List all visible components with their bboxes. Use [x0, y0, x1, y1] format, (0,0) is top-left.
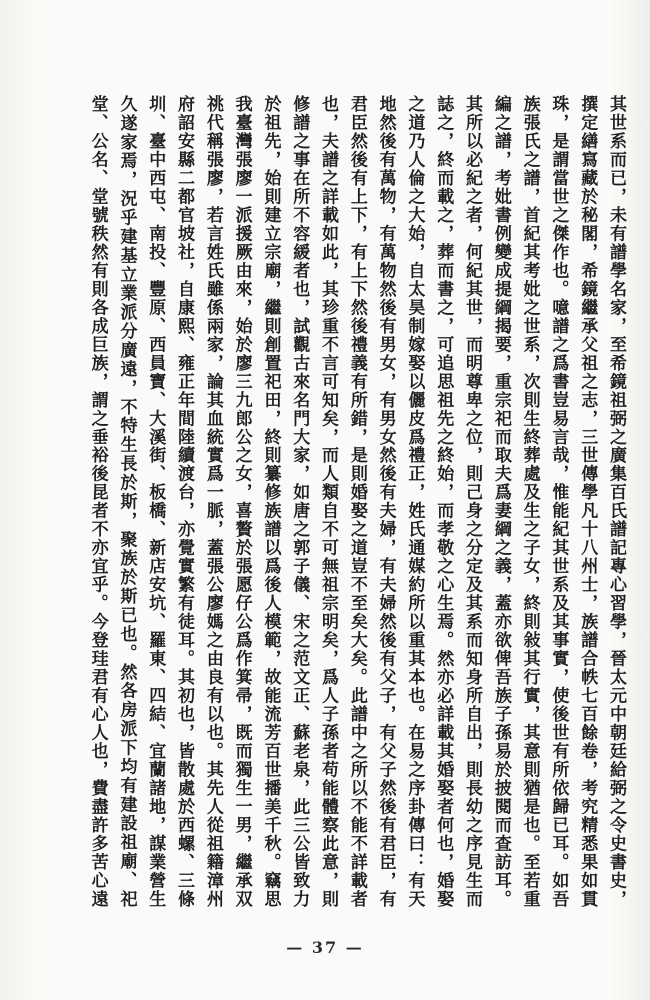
text-column-11: 也，夫譜之詳載如此，其珍重不言可知矣，而人類自不可無祖宗明矣，爲人子孫者苟能體察此意，則: [318, 95, 339, 907]
text-column-9: 地然後有萬物，有萬物然後有男女，有男女然後有夫婦，有夫婦然後有父子，有父子然後有君臣，有: [375, 95, 396, 907]
text-column-6: 其所以必紀之者，何紀其世，而明尊卑之位，則己身之分定及其系而知身所自出，則長幼之序見生而: [462, 95, 483, 907]
text-column-4: 族張氏之譜，首紀其考妣之世系，次則生終葬處及生之子女，終則敍其行實，其意則猶是也。至若重: [519, 95, 540, 907]
text-column-18: 久遂家焉，況乎建基立業派分廣遠，不特生長於斯，聚族於斯已也。然各房派下均有建設祖廟、祀: [116, 95, 137, 907]
text-column-5: 編之譜，考妣書例變成提綱揭要，重宗祀而取夫爲妻綱之義，蓋亦欲俾吾族子孫易於披閱而查訪耳。: [490, 95, 511, 907]
text-column-19: 堂、公名、堂號秩然有則各成巨族，謂之垂裕後昆者不亦宜乎。今登珪君有心人也，費盡許多苦心遠: [87, 95, 108, 907]
text-column-12: 修譜之事在所不容緩者也，試觀古來名門大家，如唐之郭子儀、宋之范文正、蘇老泉，此三公皆致力: [289, 95, 310, 907]
page-number: — 37 —: [286, 938, 364, 957]
text-column-15: 祧代稱張廖，若言姓氏雖係兩家，論其血統實爲一脈，蓋張公廖媽之由良有以也。其先人從祖籍漳州: [202, 95, 223, 907]
text-column-3: 珠，是謂當世之傑作也。噫譜之爲書豈易言哉，惟能紀其世系及其事實，使後世有所依歸已耳。如吾: [548, 95, 569, 907]
text-column-13: 於祖先，始則建立宗廟，繼則創置祀田，終則纂修族譜以爲後人模範，故能流芳百世播美千秋。竊思: [260, 95, 281, 907]
text-column-10: 君臣然後有上下，有上下然後禮義有所錯，是則婚娶之道豈不至矣大矣。此譜中之所以不能不詳載者: [346, 95, 367, 907]
text-column-8: 之道乃人倫之大始，自太昊制嫁娶以儷皮爲禮正，姓氏通媒約所以重其本也。在易之序卦傳曰：有天: [404, 95, 425, 907]
text-column-14: 我臺灣張廖一派援厥由來，始於廖三九郎公之女，喜贅於張愿仔公爲作箕帚，既而獨生一男，繼承双: [231, 95, 252, 907]
text-column-2: 撰定繕寫藏於秘閣，希鏡繼承父祖之志，三世傳學凡十八州士，族譜合帙七百餘卷，考究精悉果如貫: [577, 95, 598, 907]
text-column-1: 其世系而已，未有譜學名家，至希鏡祖弼之廣集百氏譜記專心習學，晉太元中朝廷給弼之令史書史，: [606, 95, 626, 907]
vertical-text-body: [82, 95, 630, 907]
text-column-7: 誌之，終而載之，葬而書之，可追思祖先之終始，而孝敬之心生焉。然亦必詳載其婚娶者何也，婚娶: [433, 95, 454, 907]
text-column-17: 圳、臺中西屯、南投、豐原、西員寶、大溪街、板橋、新店安坑、羅東、四結、宜蘭諸地，謀業營生: [145, 95, 166, 907]
text-column-16: 府詔安縣二都官坡社，自康熙、雍正年間陸續渡台，亦覺實繁有徒耳。其初也，皆散處於西螺、三條: [174, 95, 195, 907]
